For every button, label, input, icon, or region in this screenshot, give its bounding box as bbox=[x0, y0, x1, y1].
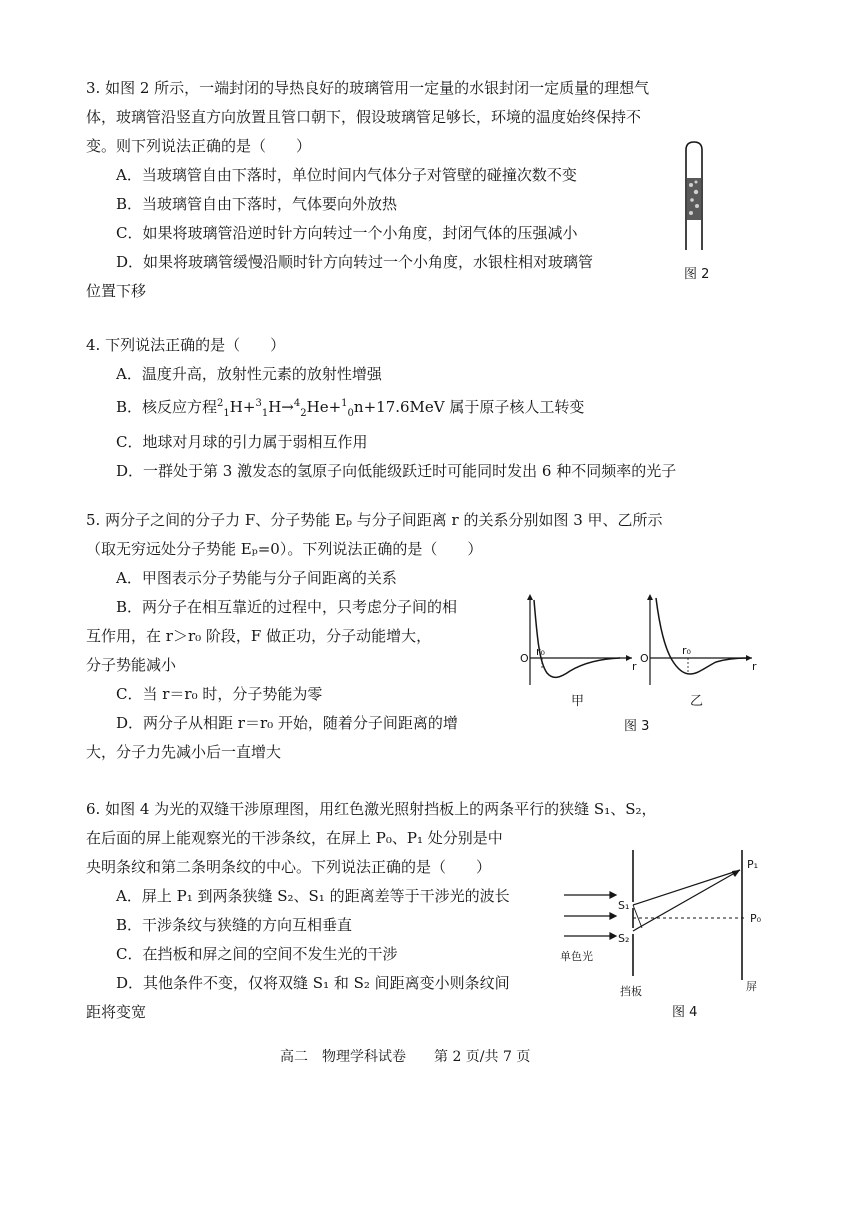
eq-sup: 4 bbox=[293, 398, 301, 409]
jia-r-label: r bbox=[632, 660, 637, 673]
q3-stem-line-3: 变。则下列说法正确的是（ ） bbox=[86, 137, 312, 155]
q6-option-d: D．其他条件不变，仅将双缝 S₁ 和 S₂ 间距离变小则条纹间 bbox=[116, 974, 510, 992]
q5-option-b-line-3: 分子势能减小 bbox=[86, 656, 177, 674]
q6-option-a: A．屏上 P₁ 到两条狭缝 S₂、S₁ 的距离差等于干涉光的波长 bbox=[116, 887, 510, 905]
s1-label: S₁ bbox=[618, 899, 630, 912]
jia-r0-label: r₀ bbox=[536, 645, 545, 658]
q5-option-d: D．两分子从相距 r＝r₀ 开始，随着分子间距离的增 bbox=[116, 714, 458, 732]
q4-option-b bbox=[86, 389, 676, 428]
q6-stem-line-2: 在后面的屏上能观察光的干涉条纹，在屏上 P₀、P₁ 处分别是中 bbox=[86, 829, 503, 847]
question-3 bbox=[86, 74, 649, 306]
q6-stem-line-3: 央明条纹和第二条明条纹的中心。下列说法正确的是（ ） bbox=[86, 858, 492, 876]
q3-stem-line-1: 3. 如图 2 所示，一端封闭的导热良好的玻璃管用一定量的水银封闭一定质量的理想气 bbox=[86, 79, 650, 97]
q6-option-b: B．干涉条纹与狭缝的方向互相垂直 bbox=[116, 916, 353, 934]
figure-3-jia-caption: 甲 bbox=[571, 694, 585, 709]
q3-option-d: D．如果将玻璃管缓慢沿顺时针方向转过一个小角度，水银柱相对玻璃管 bbox=[116, 253, 594, 271]
q5-option-b-line-2: 互作用，在 r＞r₀ 阶段，F 做正功，分子动能增大， bbox=[86, 627, 432, 645]
q3-option-d-continued: 位置下移 bbox=[86, 282, 147, 300]
q4-stem: 4. 下列说法正确的是（ ） bbox=[86, 336, 286, 354]
q4-option-d: D．一群处于第 3 激发态的氢原子向低能级跃迁时可能同时发出 6 种不同频率的光子 bbox=[116, 462, 677, 480]
q6-stem-line-1: 6. 如图 4 为光的双缝干涉原理图，用红色激光照射挡板上的两条平行的狭缝 S₁、S₂， bbox=[86, 800, 657, 818]
jia-origin-label: O bbox=[520, 652, 529, 665]
q5-stem-line-1: 5. 两分子之间的分子力 F、分子势能 Eₚ 与分子间距离 r 的关系分别如图 3 甲、乙所示 bbox=[86, 511, 663, 529]
q3-option-c: C．如果将玻璃管沿逆时针方向转过一个小角度，封闭气体的压强减小 bbox=[116, 224, 578, 242]
eq-n: n bbox=[353, 398, 364, 416]
q5-option-a: A．甲图表示分子势能与分子间距离的关系 bbox=[116, 569, 397, 587]
q5-option-b: B．两分子在相互靠近的过程中，只考虑分子间的相 bbox=[116, 598, 458, 616]
eq-sub: 2 bbox=[300, 408, 307, 419]
figure-3-yi-caption: 乙 bbox=[690, 694, 704, 709]
q3-stem-line-2: 体，玻璃管沿竖直方向放置且管口朝下，假设玻璃管足够长，环境的温度始终保持不 bbox=[86, 108, 642, 126]
figure-3-jia-graph bbox=[520, 590, 640, 690]
figure-2-caption: 图 2 bbox=[684, 267, 710, 282]
figure-3-caption: 图 3 bbox=[624, 719, 650, 734]
figure-4-caption: 图 4 bbox=[672, 1005, 698, 1020]
q5-stem-line-2: （取无穷远处分子势能 Eₚ=0）。下列说法正确的是（ ） bbox=[86, 540, 483, 558]
eq-he: He bbox=[306, 398, 329, 416]
p0-label: P₀ bbox=[750, 912, 762, 925]
q4-option-b-suffix: 属于原子核人工转变 bbox=[449, 398, 585, 416]
eq-sub: 1 bbox=[261, 408, 269, 419]
eq-sup: 1 bbox=[341, 398, 348, 409]
figure-3-yi-graph bbox=[640, 590, 760, 690]
yi-r-label: r bbox=[752, 660, 757, 673]
eq-sub: 0 bbox=[347, 408, 354, 419]
eq-sup: 3 bbox=[255, 398, 262, 409]
page-footer: 高二 物理学科试卷 第 2 页/共 7 页 bbox=[280, 1049, 531, 1065]
q4-option-a: A．温度升高，放射性元素的放射性增强 bbox=[116, 365, 382, 383]
s2-label: S₂ bbox=[618, 932, 630, 945]
eq-plus: + bbox=[242, 398, 256, 416]
eq-h: H bbox=[229, 398, 243, 416]
eq-arrow: → bbox=[281, 398, 294, 416]
eq-sup: 2 bbox=[217, 398, 224, 409]
q3-option-a: A．当玻璃管自由下落时，单位时间内气体分子对管壁的碰撞次数不变 bbox=[116, 166, 577, 184]
screen-label: 屏 bbox=[746, 980, 757, 993]
q4-option-b-prefix: B．核反应方程 bbox=[116, 398, 218, 416]
monochromatic-light-label: 单色光 bbox=[560, 950, 593, 963]
q4-option-c: C．地球对月球的引力属于弱相互作用 bbox=[116, 433, 368, 451]
eq-h: H bbox=[268, 398, 282, 416]
p1-label: P₁ bbox=[747, 858, 759, 871]
q6-option-d-continued: 距将变宽 bbox=[86, 1003, 147, 1021]
q5-option-d-line-2: 大，分子力先减小后一直增大 bbox=[86, 743, 282, 761]
eq-plus: + bbox=[328, 398, 342, 416]
q6-option-c: C．在挡板和屏之间的空间不发生光的干涉 bbox=[116, 945, 398, 963]
baffle-label: 挡板 bbox=[620, 985, 642, 998]
yi-r0-label: r₀ bbox=[682, 644, 691, 657]
yi-origin-label: O bbox=[640, 652, 649, 665]
figure-4-double-slit bbox=[560, 850, 770, 1000]
eq-sub: 1 bbox=[223, 408, 230, 419]
q3-option-b: B．当玻璃管自由下落时，气体要向外放热 bbox=[116, 195, 398, 213]
eq-energy: +17.6MeV bbox=[363, 398, 445, 416]
q5-option-c: C．当 r＝r₀ 时，分子势能为零 bbox=[116, 685, 323, 703]
question-4 bbox=[86, 331, 676, 486]
figure-2-glass-tube bbox=[680, 140, 710, 255]
nuclear-equation bbox=[217, 398, 445, 419]
